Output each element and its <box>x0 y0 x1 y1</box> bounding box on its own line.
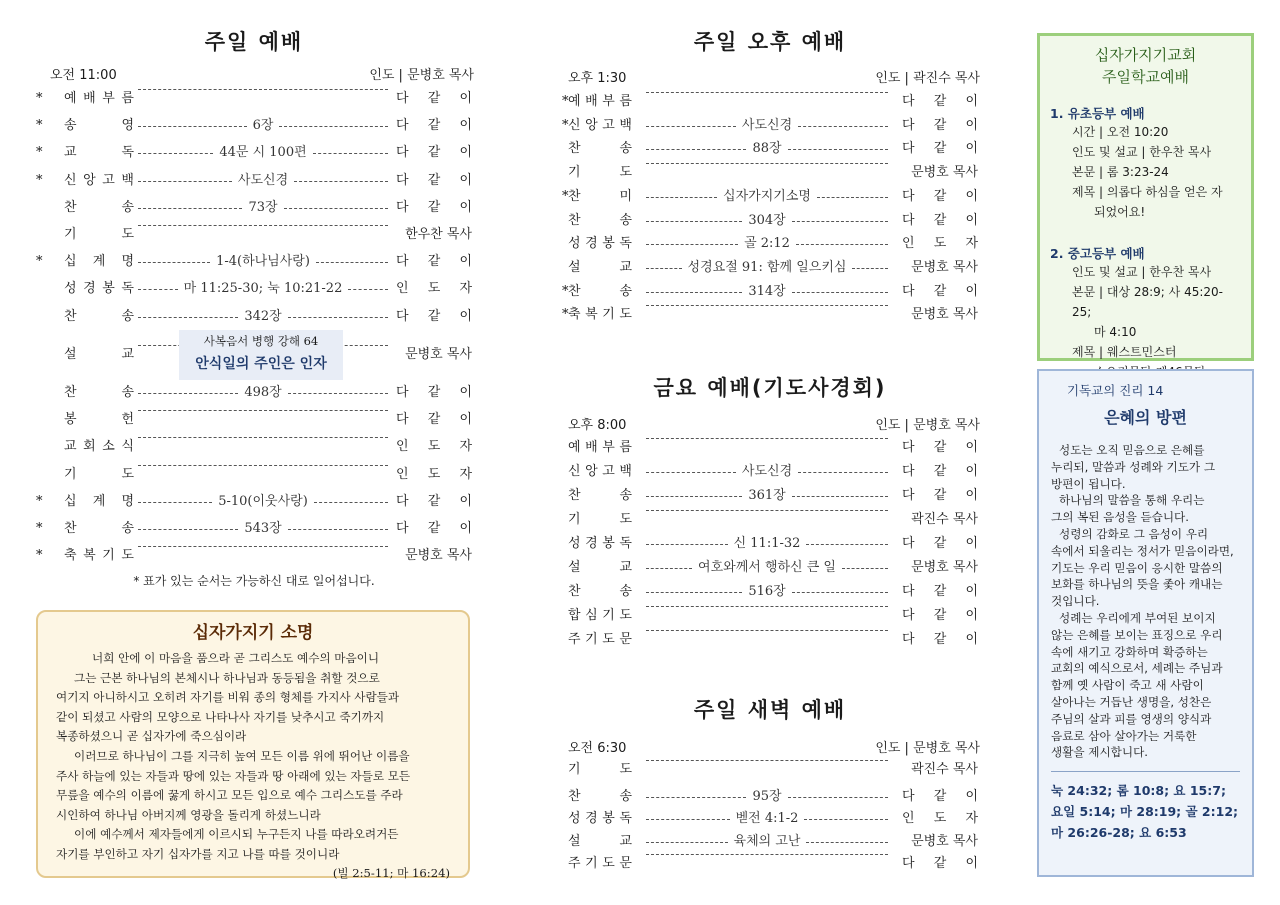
order-name: 기 도 <box>568 165 632 181</box>
order-row <box>34 545 474 567</box>
order-name: 예 배 부 름 <box>568 94 632 109</box>
truth-references <box>1051 780 1240 843</box>
order-detail <box>646 605 888 607</box>
order-detail <box>138 491 388 513</box>
order-detail-text: 벧전 4:1-2 <box>735 811 799 827</box>
order-row <box>560 281 980 303</box>
order-person: 다 같 이 <box>902 188 978 204</box>
order-detail-text: 1-4(하나님사랑) <box>216 254 310 270</box>
order-detail-text: 543장 <box>244 521 282 536</box>
truth-reference-line: 마 26:26-28; 요 6:53 <box>1051 825 1187 841</box>
order-detail <box>646 509 888 511</box>
friday-meta <box>560 414 980 434</box>
order-detail <box>138 382 388 404</box>
order-detail <box>646 853 888 855</box>
stand-marker: * <box>562 117 569 133</box>
order-person: 다 같 이 <box>902 141 978 157</box>
order-name: 설 교 <box>568 560 632 575</box>
truth-line: 성례는 우리에게 부여된 보이지 <box>1059 610 1216 625</box>
order-name: 성 경 봉 독 <box>568 536 632 551</box>
order-person: 곽진수 목사 <box>911 762 978 777</box>
order-name: 찬 송 <box>64 521 134 536</box>
sermon-series: 사복음서 병행 강해 64 <box>203 334 319 348</box>
order-person: 인 도 자 <box>902 236 978 252</box>
truth-line: 기도는 우리 믿음이 응시한 말씀의 <box>1051 560 1223 575</box>
order-detail <box>138 88 388 90</box>
order-person: 다 같 이 <box>396 145 472 161</box>
order-row <box>34 278 474 300</box>
order-name: 신 앙 고 백 <box>64 172 134 188</box>
truth-title: 은혜의 방편 <box>1104 408 1187 427</box>
order-detail-text: 95장 <box>752 788 782 804</box>
order-detail <box>138 278 388 300</box>
creed-line: 복종하셨으니 곧 십자가에 죽으심이라 <box>56 729 247 744</box>
order-detail <box>138 170 388 192</box>
truth-line: 성도는 오직 믿음으로 은혜를 <box>1059 443 1205 457</box>
order-person: 다 같 이 <box>902 94 978 109</box>
order-detail <box>646 437 888 439</box>
order-row <box>560 210 980 232</box>
order-name: 십 계 명 <box>64 493 134 509</box>
stand-marker: * <box>36 118 43 134</box>
order-detail-text: 사도신경 <box>741 464 793 479</box>
order-name: 찬 송 <box>568 788 632 804</box>
order-name: 합 심 기 도 <box>568 608 632 623</box>
order-person: 다 같 이 <box>396 118 472 134</box>
truth-line: 주님의 살과 피를 영생의 양식과 <box>1051 711 1212 726</box>
order-detail <box>646 485 888 507</box>
order-person: 다 같 이 <box>902 856 978 872</box>
sunday-worship-title: 주일 예배 <box>204 30 304 54</box>
order-person: 다 같 이 <box>902 536 978 551</box>
order-detail-text: 44문 시 100편 <box>219 145 307 161</box>
order-person: 다 같 이 <box>396 199 472 215</box>
order-person: 다 같 이 <box>902 440 978 455</box>
order-row <box>560 853 980 875</box>
order-person: 다 같 이 <box>902 212 978 228</box>
order-person: 문병호 목사 <box>911 833 978 849</box>
creed-line: 이러므로 하나님이 그를 지극히 높여 모든 이름 위에 뛰어난 이름을 <box>74 748 410 763</box>
group-2-heading: 2. 중고등부 예배 <box>1050 246 1145 261</box>
truth-reference-line: 눅 24:32; 롬 10:8; 요 15:7; <box>1051 783 1226 799</box>
order-row <box>34 436 474 458</box>
truth-line: 그의 복된 음성을 듣습니다. <box>1051 510 1189 525</box>
order-detail-text: 498장 <box>244 385 282 400</box>
order-row <box>560 759 980 781</box>
order-detail-text: 마 11:25-30; 눅 10:21-22 <box>183 281 343 297</box>
order-row <box>560 91 980 113</box>
order-row <box>560 115 980 137</box>
order-person: 다 같 이 <box>902 788 978 804</box>
stand-marker: * <box>36 91 43 106</box>
order-row <box>560 138 980 160</box>
order-detail-text: 신 11:1-32 <box>733 536 801 551</box>
order-name: 기 도 <box>64 466 134 482</box>
order-name: 성 경 봉 독 <box>568 236 632 252</box>
order-detail <box>138 224 388 226</box>
sunday-school-title-1: 십자가지기교회 <box>1094 46 1197 64</box>
order-person: 인 도 자 <box>396 281 472 297</box>
order-row <box>560 629 980 651</box>
order-detail <box>138 464 388 466</box>
order-row <box>560 808 980 830</box>
truth-body <box>1051 442 1240 761</box>
order-detail-text: 88장 <box>752 141 782 157</box>
order-name: 송 영 <box>64 118 134 134</box>
group-1-line: 시간 | 오전 10:20 <box>1072 125 1169 139</box>
order-name: 찬 송 <box>568 488 632 503</box>
order-detail <box>138 115 388 137</box>
order-person: 다 같 이 <box>902 488 978 503</box>
order-row <box>560 162 980 184</box>
truth-line: 살아나는 거듭난 생명을, 성찬은 <box>1051 694 1212 709</box>
group-1-line: 본문 | 롬 3:23-24 <box>1072 165 1169 179</box>
order-detail <box>138 306 388 328</box>
stand-marker: * <box>36 548 43 564</box>
group-1-line: 인도 및 설교 | 한우찬 목사 <box>1072 145 1212 159</box>
creed-text <box>56 649 450 865</box>
creed-line: 여기지 아니하시고 오히려 자기를 비워 종의 형체를 가지사 사람들과 <box>56 690 400 705</box>
order-person: 곽진수 목사 <box>911 512 978 527</box>
sunday-school-group-1 <box>1050 104 1241 222</box>
order-name: 설 교 <box>64 346 134 362</box>
stand-marker: * <box>562 307 569 323</box>
stand-marker: * <box>36 145 43 161</box>
order-detail-text: 육체의 고난 <box>733 833 801 849</box>
order-name: 축 복 기 도 <box>64 548 134 564</box>
order-person: 한우찬 목사 <box>405 227 472 242</box>
sunday-leader: 인도 | 문병호 목사 <box>369 68 474 83</box>
sermon-title: 안식일의 주인은 인자 <box>195 356 327 372</box>
truth-line: 성령의 감화로 그 음성이 우리 <box>1059 526 1209 541</box>
creed-line: 무릎을 예수의 이름에 꿇게 하시고 모든 입으로 예수 그리스도를 주라 <box>56 788 403 803</box>
order-person: 다 같 이 <box>396 308 472 324</box>
truth-line: 누리되, 말씀과 성례와 기도가 그 <box>1051 459 1216 474</box>
order-row <box>34 382 474 404</box>
order-person: 인 도 자 <box>396 439 472 455</box>
afternoon-leader: 인도 | 곽진수 목사 <box>875 71 980 86</box>
order-name: 성 경 봉 독 <box>64 281 134 297</box>
friday-leader: 인도 | 문병호 목사 <box>875 418 980 433</box>
order-name: 주 기 도 문 <box>568 632 632 647</box>
order-person: 다 같 이 <box>396 493 472 509</box>
order-person: 다 같 이 <box>902 584 978 599</box>
order-detail <box>646 581 888 603</box>
group-2-line: 제목 | 웨스트민스터 <box>1072 345 1177 359</box>
order-row <box>560 257 980 279</box>
order-detail-text: 304장 <box>748 212 786 228</box>
order-detail-text: 여호와께서 행하신 큰 일 <box>698 560 836 575</box>
stand-marker: * <box>36 254 43 270</box>
truth-line: 함께 옛 사람이 죽고 새 사람이 <box>1051 678 1204 693</box>
truth-line: 않는 은혜를 보이는 표징으로 우리 <box>1051 627 1223 642</box>
group-1-heading: 1. 유초등부 예배 <box>1050 106 1145 121</box>
order-detail <box>646 281 888 303</box>
order-person: 다 같 이 <box>396 91 472 106</box>
order-detail-text: 성경요절 91: 함께 일으키심 <box>687 259 847 275</box>
order-name: 예 배 부 름 <box>568 440 632 455</box>
order-name: 찬 송 <box>568 584 632 599</box>
order-detail <box>646 304 888 306</box>
order-row <box>560 461 980 483</box>
creed-line: 같이 되셨고 사람의 모양으로 나타나사 자기를 낮추시고 죽기까지 <box>56 709 385 724</box>
truth-reference-line: 요일 5:14; 마 28:19; 골 2:12; <box>1051 804 1239 820</box>
order-detail <box>646 629 888 631</box>
order-row <box>560 437 980 459</box>
order-name: 교 회 소 식 <box>64 439 134 455</box>
order-row <box>560 533 980 555</box>
order-detail <box>646 91 888 93</box>
order-detail <box>646 786 888 808</box>
order-row <box>34 306 474 328</box>
truth-line: 하나님의 말씀을 통해 우리는 <box>1059 493 1205 508</box>
friday-worship-title: 금요 예배(기도사경회) <box>653 376 887 400</box>
order-row <box>560 233 980 255</box>
order-name: 축 복 기 도 <box>568 307 632 323</box>
sunday-school-box <box>1037 33 1254 361</box>
order-person: 다 같 이 <box>396 412 472 428</box>
order-row <box>560 786 980 808</box>
order-row <box>560 509 980 531</box>
order-person: 문병호 목사 <box>405 548 472 564</box>
order-row <box>34 170 474 192</box>
order-detail <box>646 557 888 579</box>
order-row <box>560 581 980 603</box>
group-2-line-cont: 마 4:10 <box>1094 325 1137 339</box>
stand-marker: * <box>562 283 569 299</box>
order-name: 성 경 봉 독 <box>568 811 632 827</box>
order-person: 인 도 자 <box>396 466 472 482</box>
truth-series: 기독교의 진리 14 <box>1067 383 1164 398</box>
order-detail <box>646 831 888 853</box>
order-name: 찬 송 <box>64 308 134 324</box>
sunday-time: 오전 11:00 <box>50 68 117 83</box>
order-row <box>34 491 474 513</box>
order-name: 기 도 <box>568 512 632 527</box>
order-detail <box>646 186 888 208</box>
creed-reference: (빌 2:5-11; 마 16:24) <box>332 865 450 880</box>
creed-title: 십자가지기 소명 <box>192 623 314 643</box>
order-name: 예 배 부 름 <box>64 91 134 106</box>
order-person: 인 도 자 <box>902 811 978 827</box>
group-1-line-cont: 되었어요! <box>1094 205 1146 219</box>
sunday-school-group-2 <box>1050 244 1241 382</box>
order-person: 문병호 목사 <box>911 165 978 181</box>
order-name: 찬 송 <box>64 385 134 400</box>
order-detail <box>138 545 388 547</box>
order-detail-text: 사도신경 <box>237 172 289 188</box>
group-1-line: 제목 | 의롭다 하심을 얻은 자 <box>1072 185 1223 199</box>
creed-line: 너희 안에 이 마음을 품으라 곧 그리스도 예수의 마음이니 <box>92 651 380 665</box>
truth-line: 속에 새기고 강화하며 확증하는 <box>1051 644 1208 659</box>
order-detail <box>646 115 888 137</box>
creed-line: 자기를 부인하고 자기 십자가를 지고 나를 따를 것이니라 <box>56 846 340 861</box>
order-row <box>34 518 474 540</box>
order-detail-text: 314장 <box>748 283 786 299</box>
order-name: 설 교 <box>568 259 632 275</box>
afternoon-meta <box>560 67 980 87</box>
truth-line: 교회의 예식으로서, 세례는 주님과 <box>1051 661 1223 676</box>
order-detail <box>138 409 388 411</box>
creed-line: 주사 하늘에 있는 자들과 땅에 있는 자들과 땅 아래에 있는 자들로 모든 <box>56 768 411 783</box>
order-name: 설 교 <box>568 833 632 849</box>
truth-line: 방편이 됩니다. <box>1051 476 1126 491</box>
order-name: 찬 미 <box>568 188 632 204</box>
order-name: 찬 송 <box>64 199 134 215</box>
truth-line: 보화를 하나님의 뜻을 좇아 캐내는 <box>1051 577 1223 592</box>
order-row <box>560 304 980 326</box>
order-person: 다 같 이 <box>902 632 978 647</box>
order-person: 문병호 목사 <box>911 259 978 275</box>
order-name: 십 계 명 <box>64 254 134 270</box>
order-detail <box>138 518 388 540</box>
order-row <box>34 197 474 219</box>
order-row <box>560 186 980 208</box>
order-person: 문병호 목사 <box>911 560 978 575</box>
group-2-line: 본문 | 대상 28:9; 사 45:20-25; <box>1072 285 1223 319</box>
order-person: 다 같 이 <box>396 521 472 536</box>
order-person: 다 같 이 <box>396 172 472 188</box>
sunday-meta <box>34 64 474 84</box>
order-row <box>560 557 980 579</box>
order-detail <box>646 162 888 164</box>
order-name: 찬 송 <box>568 141 632 157</box>
stand-marker: * <box>36 493 43 509</box>
order-row <box>560 605 980 627</box>
order-detail <box>646 533 888 555</box>
order-name: 신 앙 고 백 <box>568 464 632 479</box>
stand-marker: * <box>36 521 43 536</box>
order-row <box>34 251 474 273</box>
order-detail <box>138 436 388 438</box>
order-row <box>560 485 980 507</box>
order-row <box>34 115 474 137</box>
order-row <box>34 409 474 431</box>
sunday-school-title-2: 주일학교예배 <box>1102 68 1189 86</box>
order-detail <box>138 197 388 219</box>
order-person: 다 같 이 <box>902 608 978 623</box>
order-person: 문병호 목사 <box>405 346 472 362</box>
order-detail-text: 6장 <box>252 118 274 134</box>
order-name: 찬 송 <box>568 212 632 228</box>
standing-note: * 표가 있는 순서는 가능하신 대로 일어섭니다. <box>133 574 375 588</box>
truth-line: 것입니다. <box>1051 594 1100 609</box>
creed-line: 시인하여 하나님 아버지께 영광을 돌리게 하셨느니라 <box>56 807 321 822</box>
order-person: 다 같 이 <box>396 254 472 270</box>
order-detail <box>138 142 388 164</box>
order-person: 문병호 목사 <box>911 307 978 323</box>
order-person: 다 같 이 <box>396 385 472 400</box>
stand-marker: * <box>562 94 569 109</box>
order-row <box>34 142 474 164</box>
order-name: 교 독 <box>64 145 134 161</box>
order-person: 다 같 이 <box>902 117 978 133</box>
dawn-meta <box>560 737 980 757</box>
order-name: 신 앙 고 백 <box>568 117 632 133</box>
stand-marker: * <box>36 172 43 188</box>
order-detail-text: 5-10(이웃사랑) <box>218 493 308 509</box>
order-row <box>560 831 980 853</box>
dawn-leader: 인도 | 문병호 목사 <box>875 741 980 756</box>
order-detail-text: 516장 <box>748 584 786 599</box>
order-detail <box>646 461 888 483</box>
order-detail-text: 361장 <box>748 488 786 503</box>
dawn-time: 오전 6:30 <box>568 741 627 756</box>
order-detail-text: 342장 <box>244 308 282 324</box>
order-name: 기 도 <box>64 227 134 242</box>
creed-line: 그는 근본 하나님의 본체시나 하나님과 동등됨을 취할 것으로 <box>74 670 380 685</box>
creed-line: 이에 예수께서 제자들에게 이르시되 누구든지 나를 따라오려거든 <box>74 827 399 842</box>
dawn-worship-title: 주일 새벽 예배 <box>693 698 847 722</box>
order-detail <box>646 233 888 255</box>
order-detail-text: 73장 <box>248 199 278 215</box>
order-detail <box>646 808 888 830</box>
order-detail-text: 사도신경 <box>741 117 793 133</box>
order-detail <box>646 138 888 160</box>
order-row <box>34 224 474 246</box>
order-detail-text: 십자가지기소명 <box>723 188 811 204</box>
truth-divider <box>1051 771 1240 772</box>
order-detail <box>646 257 888 279</box>
order-name: 찬 송 <box>568 283 632 299</box>
sermon-box <box>179 330 343 380</box>
friday-time: 오후 8:00 <box>568 418 627 433</box>
order-row <box>34 88 474 110</box>
truth-line: 속에서 되울리는 정서가 믿음이라면, <box>1051 543 1234 558</box>
group-2-line: 인도 및 설교 | 한우찬 목사 <box>1072 265 1212 279</box>
order-name: 봉 헌 <box>64 412 134 428</box>
stand-marker: * <box>562 188 569 204</box>
order-person: 다 같 이 <box>902 464 978 479</box>
order-detail <box>138 251 388 273</box>
order-name: 기 도 <box>568 762 632 777</box>
creed-box <box>36 610 470 878</box>
order-detail <box>646 210 888 232</box>
afternoon-worship-title: 주일 오후 예배 <box>693 30 847 54</box>
truth-line: 생활을 제시합니다. <box>1051 745 1148 760</box>
order-name: 주 기 도 문 <box>568 856 632 872</box>
order-detail-text: 골 2:12 <box>744 236 790 252</box>
truth-box <box>1037 369 1254 877</box>
afternoon-time: 오후 1:30 <box>568 71 627 86</box>
order-person: 다 같 이 <box>902 283 978 299</box>
order-row <box>34 464 474 486</box>
truth-line: 음료로 삼아 살아가는 거룩한 <box>1051 728 1197 743</box>
order-detail <box>646 759 888 761</box>
